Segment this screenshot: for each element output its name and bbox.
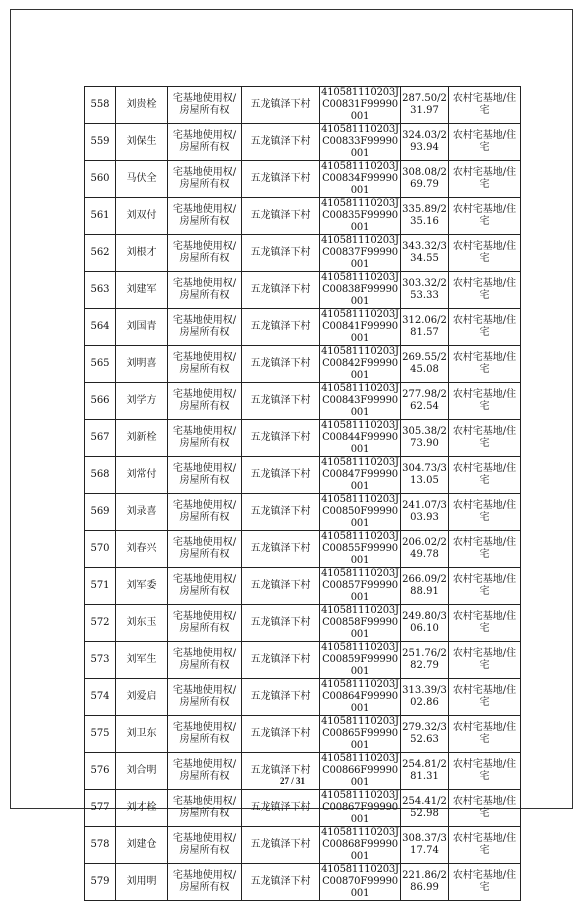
location-cell: 五龙镇泽下村 <box>242 716 320 753</box>
owner-name-cell: 刘录喜 <box>116 494 168 531</box>
parcel-code-cell: 410581110203JC00843F99990001 <box>321 383 399 418</box>
row-number-cell: 561 <box>85 198 116 235</box>
land-use-cell: 农村宅基地/住宅 <box>449 679 521 716</box>
owner-name-cell: 刘卫东 <box>116 716 168 753</box>
right-type-cell: 宅基地使用权/房屋所有权 <box>168 864 242 901</box>
right-type-cell: 宅基地使用权/房屋所有权 <box>168 420 242 457</box>
parcel-code-cell: 410581110203JC00870F99990001 <box>321 864 399 899</box>
row-number-cell: 577 <box>85 790 116 827</box>
area-cell: 324.03/293.94 <box>401 124 449 161</box>
land-use-cell: 农村宅基地/住宅 <box>449 235 521 272</box>
parcel-code-cell: 410581110203JC00842F99990001 <box>321 346 399 381</box>
table-row <box>85 161 521 198</box>
location-cell: 五龙镇泽下村 <box>242 531 320 568</box>
row-number-cell: 562 <box>85 235 116 272</box>
owner-name-cell: 刘用明 <box>116 864 168 901</box>
row-number-cell: 566 <box>85 383 116 420</box>
location-cell: 五龙镇泽下村 <box>242 494 320 531</box>
right-type-cell: 宅基地使用权/房屋所有权 <box>168 309 242 346</box>
owner-name-cell: 刘新栓 <box>116 420 168 457</box>
area-cell: 277.98/262.54 <box>401 383 449 420</box>
row-number-cell: 572 <box>85 605 116 642</box>
location-cell: 五龙镇泽下村 <box>242 235 320 272</box>
owner-name-cell: 刘爱启 <box>116 679 168 716</box>
parcel-code-cell: 410581110203JC00866F99990001 <box>321 753 399 788</box>
parcel-code-cell: 410581110203JC00833F99990001 <box>321 124 399 159</box>
location-cell: 五龙镇泽下村 <box>242 568 320 605</box>
right-type-cell: 宅基地使用权/房屋所有权 <box>168 716 242 753</box>
row-number-cell: 568 <box>85 457 116 494</box>
owner-name-cell: 刘建仓 <box>116 827 168 864</box>
owner-name-cell: 刘双付 <box>116 198 168 235</box>
location-cell: 五龙镇泽下村 <box>242 198 320 235</box>
table-row <box>85 531 521 568</box>
land-use-cell: 农村宅基地/住宅 <box>449 790 521 827</box>
land-use-cell: 农村宅基地/住宅 <box>449 827 521 864</box>
land-use-cell: 农村宅基地/住宅 <box>449 864 521 901</box>
area-cell: 254.81/281.31 <box>401 753 449 790</box>
owner-name-cell: 刘国青 <box>116 309 168 346</box>
parcel-code-cell: 410581110203JC00841F99990001 <box>321 309 399 344</box>
right-type-cell: 宅基地使用权/房屋所有权 <box>168 642 242 679</box>
parcel-code-cell: 410581110203JC00868F99990001 <box>321 827 399 862</box>
land-use-cell: 农村宅基地/住宅 <box>449 272 521 309</box>
area-cell: 221.86/286.99 <box>401 864 449 901</box>
table-row <box>85 198 521 235</box>
right-type-cell: 宅基地使用权/房屋所有权 <box>168 827 242 864</box>
location-cell: 五龙镇泽下村 <box>242 642 320 679</box>
parcel-code-cell: 410581110203JC00838F99990001 <box>321 272 399 307</box>
right-type-cell: 宅基地使用权/房屋所有权 <box>168 272 242 309</box>
land-use-cell: 农村宅基地/住宅 <box>449 383 521 420</box>
parcel-code-cell: 410581110203JC00867F99990001 <box>321 790 399 825</box>
owner-name-cell: 马伏全 <box>116 161 168 198</box>
table-row <box>85 679 521 716</box>
row-number-cell: 575 <box>85 716 116 753</box>
location-cell: 五龙镇泽下村 <box>242 87 320 124</box>
owner-name-cell: 刘军生 <box>116 642 168 679</box>
right-type-cell: 宅基地使用权/房屋所有权 <box>168 346 242 383</box>
land-use-cell: 农村宅基地/住宅 <box>449 420 521 457</box>
land-use-cell: 农村宅基地/住宅 <box>449 87 521 124</box>
right-type-cell: 宅基地使用权/房屋所有权 <box>168 494 242 531</box>
parcel-code-cell: 410581110203JC00847F99990001 <box>321 457 399 492</box>
row-number-cell: 559 <box>85 124 116 161</box>
parcel-code-cell: 410581110203JC00834F99990001 <box>321 161 399 196</box>
area-cell: 304.73/313.05 <box>401 457 449 494</box>
table-row <box>85 124 521 161</box>
row-number-cell: 578 <box>85 827 116 864</box>
location-cell: 五龙镇泽下村 <box>242 864 320 901</box>
land-use-cell: 农村宅基地/住宅 <box>449 494 521 531</box>
parcel-code-cell: 410581110203JC00857F99990001 <box>321 568 399 603</box>
parcel-code-cell: 410581110203JC00865F99990001 <box>321 716 399 751</box>
table-row <box>85 420 521 457</box>
right-type-cell: 宅基地使用权/房屋所有权 <box>168 531 242 568</box>
area-cell: 269.55/245.08 <box>401 346 449 383</box>
area-cell: 305.38/273.90 <box>401 420 449 457</box>
land-use-cell: 农村宅基地/住宅 <box>449 642 521 679</box>
row-number-cell: 571 <box>85 568 116 605</box>
parcel-code-cell: 410581110203JC00844F99990001 <box>321 420 399 455</box>
parcel-code-cell: 410581110203JC00859F99990001 <box>321 642 399 677</box>
area-cell: 303.32/253.33 <box>401 272 449 309</box>
parcel-code-cell: 410581110203JC00864F99990001 <box>321 679 399 714</box>
area-cell: 312.06/281.57 <box>401 309 449 346</box>
right-type-cell: 宅基地使用权/房屋所有权 <box>168 87 242 124</box>
row-number-cell: 565 <box>85 346 116 383</box>
owner-name-cell: 刘贵栓 <box>116 87 168 124</box>
location-cell: 五龙镇泽下村 <box>242 272 320 309</box>
right-type-cell: 宅基地使用权/房屋所有权 <box>168 790 242 827</box>
row-number-cell: 573 <box>85 642 116 679</box>
parcel-code-cell: 410581110203JC00837F99990001 <box>321 235 399 270</box>
area-cell: 279.32/352.63 <box>401 716 449 753</box>
row-number-cell: 563 <box>85 272 116 309</box>
location-cell: 五龙镇泽下村 <box>242 309 320 346</box>
land-use-cell: 农村宅基地/住宅 <box>449 161 521 198</box>
right-type-cell: 宅基地使用权/房屋所有权 <box>168 235 242 272</box>
land-use-cell: 农村宅基地/住宅 <box>449 753 521 790</box>
area-cell: 308.37/317.74 <box>401 827 449 864</box>
row-number-cell: 560 <box>85 161 116 198</box>
owner-name-cell: 刘学方 <box>116 383 168 420</box>
row-number-cell: 570 <box>85 531 116 568</box>
land-use-cell: 农村宅基地/住宅 <box>449 457 521 494</box>
parcel-code-cell: 410581110203JC00831F99990001 <box>321 87 399 122</box>
table-row <box>85 568 521 605</box>
land-use-cell: 农村宅基地/住宅 <box>449 568 521 605</box>
row-number-cell: 576 <box>85 753 116 790</box>
owner-name-cell: 刘常付 <box>116 457 168 494</box>
table-row <box>85 309 521 346</box>
right-type-cell: 宅基地使用权/房屋所有权 <box>168 605 242 642</box>
area-cell: 313.39/302.86 <box>401 679 449 716</box>
table-row <box>85 346 521 383</box>
location-cell: 五龙镇泽下村 <box>242 827 320 864</box>
parcel-code-cell: 410581110203JC00855F99990001 <box>321 531 399 566</box>
land-use-cell: 农村宅基地/住宅 <box>449 605 521 642</box>
location-cell: 五龙镇泽下村 <box>242 605 320 642</box>
row-number-cell: 569 <box>85 494 116 531</box>
row-number-cell: 558 <box>85 87 116 124</box>
location-cell: 五龙镇泽下村 <box>242 161 320 198</box>
land-use-cell: 农村宅基地/住宅 <box>449 124 521 161</box>
table-row <box>85 272 521 309</box>
parcel-code-cell: 410581110203JC00835F99990001 <box>321 198 399 233</box>
location-cell: 五龙镇泽下村 <box>242 790 320 827</box>
area-cell: 249.80/306.10 <box>401 605 449 642</box>
location-cell: 五龙镇泽下村 <box>242 753 320 790</box>
location-cell: 五龙镇泽下村 <box>242 420 320 457</box>
area-cell: 266.09/288.91 <box>401 568 449 605</box>
location-cell: 五龙镇泽下村 <box>242 124 320 161</box>
land-use-cell: 农村宅基地/住宅 <box>449 531 521 568</box>
owner-name-cell: 刘根才 <box>116 235 168 272</box>
right-type-cell: 宅基地使用权/房屋所有权 <box>168 198 242 235</box>
location-cell: 五龙镇泽下村 <box>242 346 320 383</box>
owner-name-cell: 刘军委 <box>116 568 168 605</box>
right-type-cell: 宅基地使用权/房屋所有权 <box>168 457 242 494</box>
area-cell: 335.89/235.16 <box>401 198 449 235</box>
parcel-code-cell: 410581110203JC00858F99990001 <box>321 605 399 640</box>
owner-name-cell: 刘建军 <box>116 272 168 309</box>
owner-name-cell: 刘明喜 <box>116 346 168 383</box>
right-type-cell: 宅基地使用权/房屋所有权 <box>168 568 242 605</box>
row-number-cell: 579 <box>85 864 116 901</box>
right-type-cell: 宅基地使用权/房屋所有权 <box>168 161 242 198</box>
owner-name-cell: 刘才栓 <box>116 790 168 827</box>
table-row <box>85 642 521 679</box>
owner-name-cell: 刘东玉 <box>116 605 168 642</box>
page-number: 27 / 31 <box>279 776 305 786</box>
area-cell: 308.08/269.79 <box>401 161 449 198</box>
land-use-cell: 农村宅基地/住宅 <box>449 309 521 346</box>
table-row <box>85 716 521 753</box>
location-cell: 五龙镇泽下村 <box>242 457 320 494</box>
area-cell: 343.32/334.55 <box>401 235 449 272</box>
owner-name-cell: 刘合明 <box>116 753 168 790</box>
table-row <box>85 494 521 531</box>
area-cell: 287.50/231.97 <box>401 87 449 124</box>
right-type-cell: 宅基地使用权/房屋所有权 <box>168 679 242 716</box>
table-row <box>85 864 521 901</box>
table-row <box>85 457 521 494</box>
land-use-cell: 农村宅基地/住宅 <box>449 198 521 235</box>
right-type-cell: 宅基地使用权/房屋所有权 <box>168 383 242 420</box>
table-row <box>85 383 521 420</box>
land-use-cell: 农村宅基地/住宅 <box>449 346 521 383</box>
location-cell: 五龙镇泽下村 <box>242 679 320 716</box>
area-cell: 241.07/303.93 <box>401 494 449 531</box>
table-row <box>85 790 521 827</box>
right-type-cell: 宅基地使用权/房屋所有权 <box>168 753 242 790</box>
row-number-cell: 567 <box>85 420 116 457</box>
owner-name-cell: 刘春兴 <box>116 531 168 568</box>
table-row <box>85 235 521 272</box>
table-row <box>85 605 521 642</box>
table-row <box>85 87 521 124</box>
location-cell: 五龙镇泽下村 <box>242 383 320 420</box>
parcel-code-cell: 410581110203JC00850F99990001 <box>321 494 399 529</box>
table-row <box>85 827 521 864</box>
row-number-cell: 564 <box>85 309 116 346</box>
land-use-cell: 农村宅基地/住宅 <box>449 716 521 753</box>
owner-name-cell: 刘保生 <box>116 124 168 161</box>
area-cell: 254.41/252.98 <box>401 790 449 827</box>
row-number-cell: 574 <box>85 679 116 716</box>
area-cell: 206.02/249.78 <box>401 531 449 568</box>
area-cell: 251.76/282.79 <box>401 642 449 679</box>
right-type-cell: 宅基地使用权/房屋所有权 <box>168 124 242 161</box>
